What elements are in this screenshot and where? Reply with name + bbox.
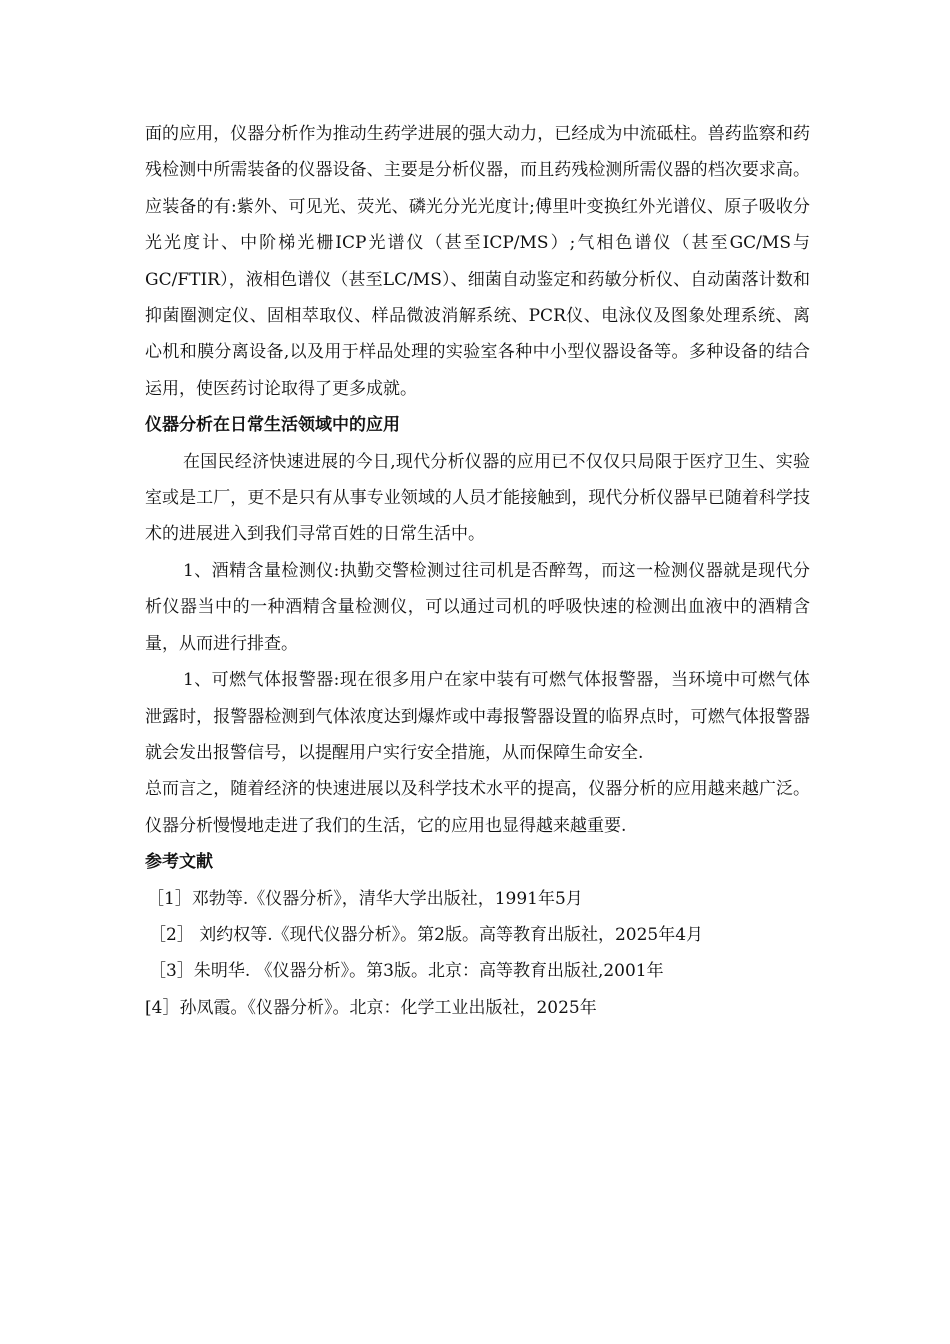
references-heading: 参考文献	[145, 852, 213, 873]
reference-list	[145, 881, 810, 1027]
body-paragraph: 总而言之，随着经济的快速进展以及科学技术水平的提高，仪器分析的应用越来越广泛。仪器分析慢慢地走进了我们的生活，它的应用也显得越来越重要.	[145, 779, 810, 836]
reference-item: ［3］朱明华. 《仪器分析》。第3版。北京：高等教育出版社,2001年	[149, 961, 664, 982]
reference-item: ［1］邓勃等.《仪器分析》，清华大学出版社，1991年5月	[147, 888, 583, 909]
body-paragraph: 1、可燃气体报警器:现在很多用户在家中装有可燃气体报警器，当环境中可燃气体泄露时，报警器检测到气体浓度达到爆炸或中毒报警器设置的临界点时，可燃气体报警器就会发出报警信号，以提醒用户实行安全措施，从而保障生命安全.	[145, 670, 810, 763]
section-heading: 仪器分析在日常生活领域中的应用	[145, 415, 400, 436]
body-paragraph: 1、酒精含量检测仪:执勤交警检测过往司机是否醉驾，而这一检测仪器就是现代分析仪器当中的一种酒精含量检测仪，可以通过司机的呼吸快速的检测出血液中的酒精含量，从而进行排查。	[145, 560, 810, 654]
reference-item: ［2］ 刘约权等.《现代仪器分析》。第2版。高等教育出版社，2025年4月	[149, 924, 704, 945]
document-page	[145, 116, 810, 1026]
body-paragraph: 面的应用，仪器分析作为推动生药学进展的强大动力，已经成为中流砥柱。兽药监察和药残检测中所需装备的仪器设备、主要是分析仪器，而且药残检测所需仪器的档次要求高。应装备的有:紫外、可见光、荧光、磷光分光光度计;傅里叶变换红外光谱仪、原子吸收分光光度计、中阶梯光栅ICP光谱仪（甚至ICP/MS）;气相色谱仪（甚至GC/MS与GC/FTIR），液相色谱仪（甚至LC/MS）、细菌自动鉴定和药敏分析仪、自动菌落计数和抑菌圈测定仪、固相萃取仪、样品微波消解系统、PCR仪、电泳仪及图象处理系统、离心机和膜分离设备,以及用于样品处理的实验室各种中小型仪器设备等。多种设备的结合运用，使医药讨论取得了更多成就。	[145, 124, 810, 399]
reference-item: [4］孙凤霞。《仪器分析》。北京：化学工业出版社，2025年	[145, 997, 597, 1018]
body-paragraph: 在国民经济快速进展的今日,现代分析仪器的应用已不仅仅只局限于医疗卫生、实验室或是工厂，更不是只有从事专业领域的人员才能接触到，现代分析仪器早已随着科学技术的进展进入到我们寻常百姓的日常生活中。	[145, 451, 810, 545]
